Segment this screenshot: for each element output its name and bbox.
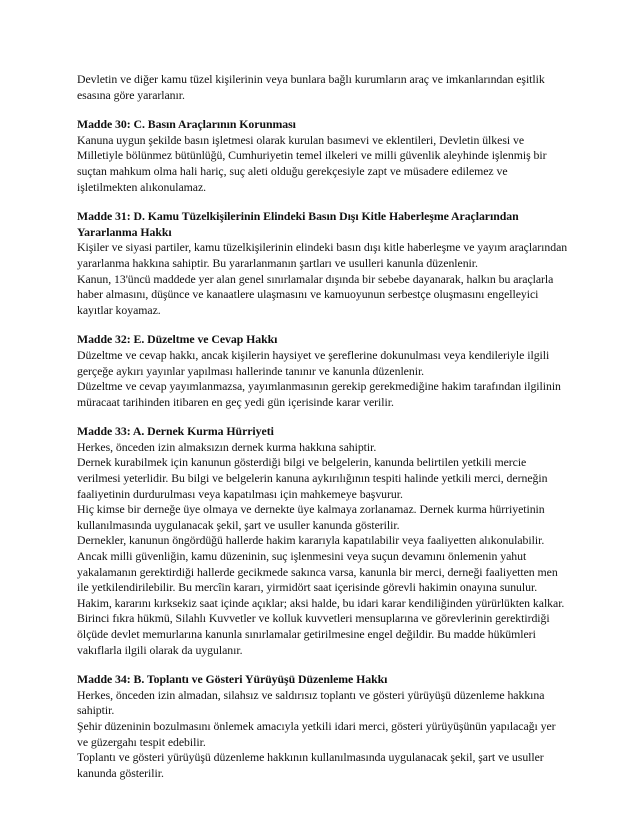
article-paragraph: Herkes, önceden izin almadan, silahsız ve saldırısız toplantı ve gösteri yürüyüşü düzenleme hakkına sahiptir. [77,687,545,718]
intro-block [77,72,569,103]
article-heading: Madde 33: A. Dernek Kurma Hürriyeti [77,424,274,439]
article-paragraph: Herkes, önceden izin almaksızın dernek kurma hakkına sahiptir. [77,439,377,454]
article-32 [77,332,569,410]
article-paragraph: Kanun, 13'üncü maddede yer alan genel sınırlamalar dışında bir sebebe dayanarak, halkın bu araçlarla haber almasını, düşünce ve kanaatlere ulaşmasını ve kamuoyunun serbestçe oluşmasını engelleyici kayıtlar koyamaz. [77,271,554,317]
article-30 [77,117,569,195]
article-paragraph: Düzeltme ve cevap hakkı, ancak kişilerin haysiyet ve şereflerine dokunulması veya kendileriyle ilgili gerçeğe aykırı yayınlar yapılması hallerinde tanınır ve kanunla düzenlenir. [77,347,550,378]
article-33 [77,424,569,658]
article-paragraph: Kişiler ve siyasi partiler, kamu tüzelkişilerinin elindeki basın dışı kitle haberleşme ve yayım araçlarından yararlanma hakkına sahiptir. Bu yararlanmanın şartları ve usulleri kanunla düzenlenir. [77,240,568,270]
article-heading: Madde 31: D. Kamu Tüzelkişilerinin Elindeki Basın Dışı Kitle Haberleşme Araçlarından Yararlanma Hakkı [77,209,519,239]
article-paragraph: Şehir düzeninin bozulmasını önlemek amacıyla yetkili idari merci, gösteri yürüyüşünün yapılacağı yer ve güzergahı tespit edebilir. [77,718,556,749]
article-paragraph: Kanuna uygun şekilde basın işletmesi olarak kurulan basımevi ve eklentileri, Devletin ülkesi ve Milletiyle bölünmez bütünlüğü, Cumhuriyetin temel ilkeleri ve milli güvenlik aleyhinde işlenmiş bir suçtan mahkum olma hali hariç, suç aleti olduğu gerekçesiyle zapt ve müsadere edilemez ve işletilmekten alıkonulamaz. [77,132,547,194]
document-page [77,72,569,795]
article-paragraph: Düzeltme ve cevap yayımlanmazsa, yayımlanmasının gerekip gerekmediğine hakim tarafından ilgilinin müracaat tarihinden itibaren en geç yedi gün içerisinde karar verilir. [77,379,561,409]
article-heading: Madde 34: B. Toplantı ve Gösteri Yürüyüşü Düzenleme Hakkı [77,672,388,687]
article-31 [77,209,569,318]
article-34 [77,672,569,781]
article-heading: Madde 32: E. Düzeltme ve Cevap Hakkı [77,332,278,347]
article-heading: Madde 30: C. Basın Araçlarının Korunması [77,117,296,132]
intro-paragraph: Devletin ve diğer kamu tüzel kişilerinin veya bunlara bağlı kurumların araç ve imkanlarından eşitlik esasına göre yararlanır. [77,72,545,102]
article-paragraph: Hiç kimse bir derneğe üye olmaya ve dernekte üye kalmaya zorlanamaz. Dernek kurma hürriyetinin kullanılmasında uygulanacak şekil, şart ve usuller kanunda gösterilir. [77,502,545,532]
article-paragraph: Dernek kurabilmek için kanunun gösterdiği bilgi ve belgelerin, kanunda belirtilen yetkili mercie verilmesi yeterlidir. Bu bilgi ve belgelerin kanuna aykırılığının tespiti halinde yetkili merci, derneğin faaliyetinin durdurulması veya kapatılması için mahkemeye başvurur. [77,455,548,501]
article-paragraph: Toplantı ve gösteri yürüyüşü düzenleme hakkının kullanılmasında uygulanacak şekil, şart ve usuller kanunda gösterilir. [77,750,544,780]
article-paragraph: Dernekler, kanunun öngördüğü hallerde hakim kararıyla kapatılabilir veya faaliyetten alıkonulabilir. Ancak milli güvenliğin, kamu düzeninin, suç işlenmesini veya suçun devamını önlemenin yahut yakalamanın gerektirdiği hallerde gecikmede sakınca varsa, kanunla bir merci, derneği faaliyetten men ile yetkilendirilebilir. Bu mercîin kararı, yirmidört saat içerisinde görevli hakimin onayına sunulur. Hakim, kararını kırksekiz saat içinde açıklar; aksi halde, bu idari karar kendiliğinden yürürlükten kalkar. Birinci fıkra hükmü, Silahlı Kuvvetler ve kolluk kuvvetleri mensuplarına ve görevlerinin gerektirdiği ölçüde devlet memurlarına kanunla sınırlamalar getirilmesine engel değildir. Bu madde hükümleri vakıflarla ilgili olarak da uygulanır. [77,533,565,657]
